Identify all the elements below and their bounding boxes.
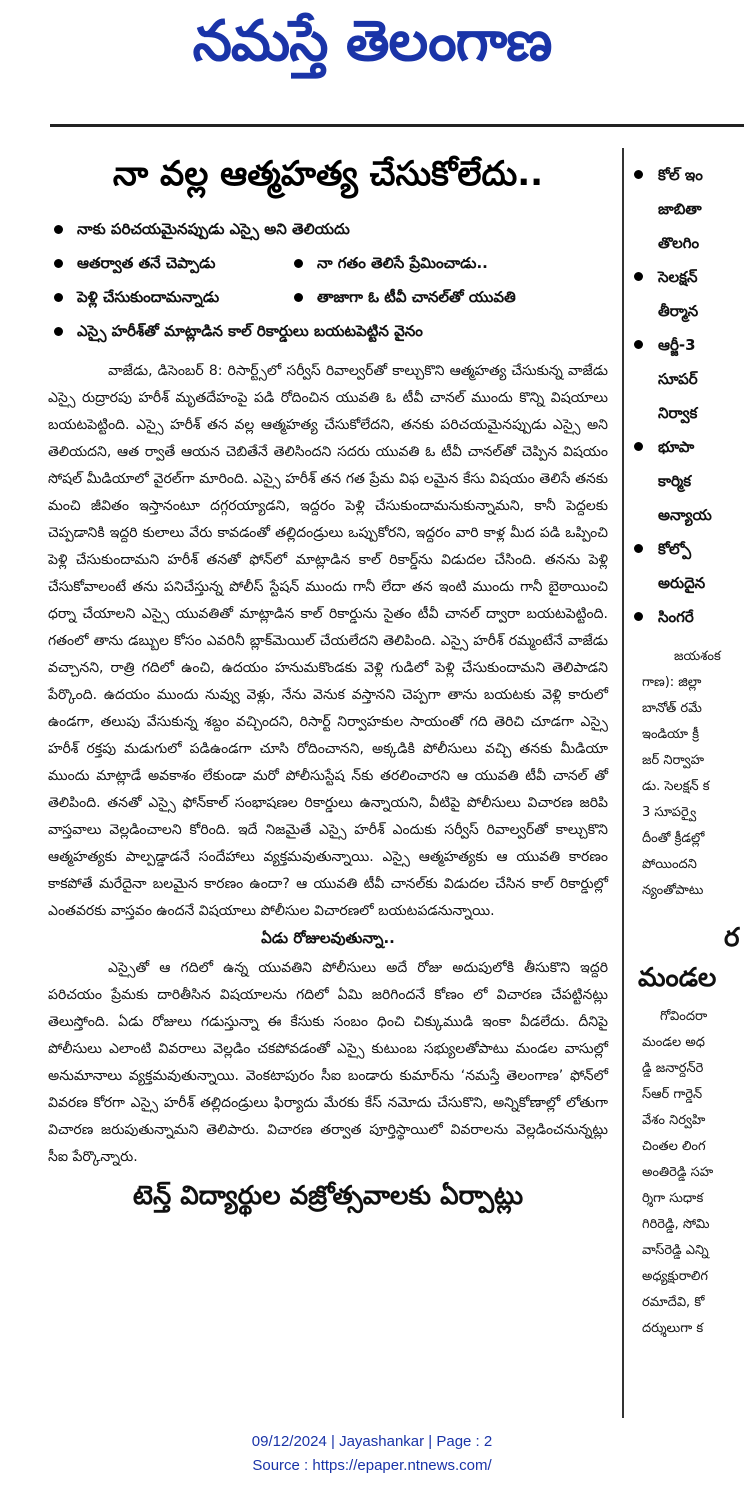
bullet-item: నా గతం తెలిసే ప్రేమించాడు.. [288,246,488,280]
side-headline-part: మండల [638,963,717,993]
bullet-item: ఆతర్వాత తనే చెప్పాడు [48,246,288,280]
bullet-item: పెళ్లి చేసుకుందామన్నాడు [48,280,288,314]
bullet-dot-icon [54,225,63,234]
side-bullet-continuation: అరుదైన [658,574,706,592]
bullet-dot-icon [634,544,643,553]
side-article-text: గోవిందరా మండల అధ డ్డి జనార్దన్‌రె స్‌ఆర్ గార్డెన్ వేశం నిర్వహి చింతల లింగ అంతిరెడ్డి సహ ర్శిగా సుధాక గిరిరెడ్డి, సోమి వాస్‌రెడ్డి ఎన్ని అధ్యక్షురాలిగ రమాదేవి, కో దర్శులుగా క [642,1009,714,1336]
bullet-item: నాకు పరిచయమైనప్పుడు ఎస్సై అని తెలియదు [48,212,350,246]
masthead [0,0,744,100]
bullet-dot-icon [294,293,303,302]
side-bullet-continuation: తీర్మాన [658,302,699,320]
column-divider [622,148,624,1418]
side-bullet-continuation: నిర్వాక [658,404,698,422]
article-headline: నా వల్ల ఆత్మహత్య చేసుకోలేదు.. [112,154,544,194]
header-rule [50,124,744,127]
side-bullet-item: ఆర్జీ-3 [634,328,744,362]
article-body-paragraph: ఎస్సైతో ఆ గదిలో ఉన్న యువతిని పోలీసులు అదే రోజు అదుపులోకి తీసుకొని ఇద్దరి పరిచయం ప్రేమకు దారితీసిన విషయాలను గదిలో ఏమి జరిగిందనే కోణం లో విచారణ చేపట్టినట్లు తెలుస్తోంది. ఏడు రోజులు గడుస్తున్నా ఈ కేసుకు సంబం ధించి చిక్కుముడి ఇంకా వీడలేదు. దీనిపై పోలీసులు ఎలాంటి వివరాలు వెల్లడిం చకపోవడంతో ఎస్సై కుటుంబ సభ్యులతోపాటు మండల వాసుల్లో అనుమానాలు వ్యక్తమవుతున్నాయి. వెంకటాపురం సీఐ బండారు కుమార్‌ను ‘నమస్తే తెలంగాణ’ ఫోన్‌లో వివరణ కోరగా ఎస్సై హరీశ్ తల్లిదండ్రులు ఫిర్యాదు మేరకు కేస్ నమోదు చేసుకొని, అన్నికోణాల్లో లోతుగా విచారణ జరుపుతున్నామని తెలిపారు. విచారణ తర్వాత పూర్తిస్థాయిలో వివరాలను వెల్లడించనున్నట్లు సీఐ పేర్కొన్నారు. [48,960,608,1165]
bullet-dot-icon [634,272,643,281]
side-bullet-continuation: కార్మిక [658,472,692,490]
side-bullet-item: కోల్ ఇం [634,158,744,192]
side-bullet-item: సింగరే [634,600,744,634]
bullet-row [48,314,608,348]
side-column [634,158,744,1342]
bullet-item: ఎస్సై హరీశ్‌తో మాట్లాడిన కాల్ రికార్డులు బయటపెట్టిన వైనం [48,314,423,348]
footer-edition-info: 09/12/2024 | Jayashankar | Page : 2 [251,1433,493,1450]
newspaper-logo: నమస్తే తెలంగాణ [192,8,552,74]
side-bullet-item: సెలక్షన్ [634,260,744,294]
article-subheading: ఏడు రోజులవుతున్నా.. [261,929,395,947]
bullet-dot-icon [54,293,63,302]
side-headline-part: ర [724,923,740,953]
page-footer [0,1430,744,1478]
bullet-dot-icon [634,340,643,349]
side-bullet-continuation: అన్యాయ [658,506,712,524]
bullet-row [48,280,608,314]
bullet-dot-icon [54,327,63,336]
side-bullet-continuation: జాబితా [658,200,702,218]
bullet-dot-icon [634,612,643,621]
side-bullet-list [634,158,744,634]
side-bullet-item: భూపా [634,430,744,464]
side-bullet-item: కోల్పో [634,532,744,566]
side-bullet-continuation: సూపర్ [658,370,698,388]
side-article-text: జయశంక గాణ): జిల్లా బానోత్ రమే ఇండియా క్రీ జర్ నిర్వాహ డు. సెలక్షన్ క 3 సూపర్వై దీంతో క్రీడల్లో పోయిందని న్యంతోపాటు [642,649,721,898]
footer-source-link[interactable]: Source : https://epaper.ntnews.com/ [252,1457,492,1474]
article-body-paragraph: వాజేడు, డిసెంబర్ 8: రిసార్ట్స్‌లో సర్వీస్ రివాల్వర్‌తో కాల్చుకొని ఆత్మహత్య చేసుకున్న వాజేడు ఎస్సై రుద్రారపు హరీశ్ మృతదేహంపై పడి రోదించిన యువతి ఓ టీవీ చానల్ ముందు కొన్ని విషయాలు బయటపెట్టింది. ఎస్సై హరీశ్ తన వల్ల ఆత్మహత్య చేసుకోలేదని, తనకు పరిచయమైనప్పుడు ఎస్సై అని తెలియదని, ఆత ర్వాతే ఆయన చెబితేనే తెలిసిందని సదరు యువతి ఓ టీవీ చానల్‌తో చెప్పిన విషయం సోషల్ మీడియాలో వైరల్‌గా మారింది. ఎస్సై హరీశ్ తన గత ప్రేమ విఫ లమైన కేసు విషయం తెలిసే తనకు మంచి జీవితం ఇస్తానంటూ దగ్గరయ్యాడని, ఇద్దరం పెళ్లి చేసుకుందామనుకున్నామని, కానీ పెద్దలకు చెప్పడానికి ఇద్దరి కులాలు వేరు కావడంతో తల్లిదండ్రులు ఒప్పుకోరని, ఇద్దరం వారి కాళ్ల మీద పడి ఒప్పించి పెళ్లి చేసుకుందామని హరీశ్ తనతో ఫోన్‌లో మాట్లాడిన కాల్ రికార్డ్‌ను విడుదల చేసింది. తనను పెళ్లి చేసుకోవాలంటే తను పనిచేస్తున్న పోలీస్ స్టేషన్ ముందు గానీ లేదా తన ఇంటి ముందు గానీ బైఠాయించి ధర్నా చేయాలని ఎస్సై యువతితో మాట్లాడిన కాల్ రికార్డును సైతం టీవీ చానల్ ద్వారా బయటపెట్టింది. గతంలో తాను డబ్బుల కోసం ఎవరినీ బ్లాక్‌మెయిల్ చేయలేదని తెలిపింది. ఎస్సై హరీశ్ రమ్మంటేనే వాజేడు వచ్చానని, రాత్రి గదిలో ఉంచి, ఉదయం హనుమకొండకు వెళ్లి గుడిలో పెళ్లి చేసుకుందామని తెలిపాడని పేర్కొంది. ఉదయం ముందు నువ్వు వెళ్లు, నేను వెనుక వస్తానని చెప్పగా తాను బయటకు వెళ్లి కారులో ఉండగా, తలుపు వేసుకున్న శబ్దం వచ్చిందని, రిసార్ట్ నిర్వాహకుల సాయంతో గది తెరిచి చూడగా ఎస్సై హరీశ్ రక్తపు మడుగులో పడిఉండగా చూసి రోదించానని, అక్కడికి పోలీసులు వచ్చి తనకు మీడియా ముందు మాట్లాడే అవకాశం లేకుండా మరో పోలీసుస్టేష న్‌కు తరలించారని ఆ యువతి టీవీ చానల్ తో తెలిపింది. తనతో ఎస్సై ఫోన్‌కాల్ సంభాషణల రికార్డులు ఉన్నాయని, వీటిపై పోలీసులు విచారణ జరిపి వాస్తవాలు వెల్లడించాలని కోరింది. ఇదే నిజమైతే ఎస్సై హరీశ్ ఎందుకు సర్వీస్ రివాల్వర్‌తో కాల్చుకొని ఆత్మహత్యకు పాల్పడ్డాడనే సందేహాలు వ్యక్తమవుతున్నాయి. ఎస్సై ఆత్మహత్యకు ఆ యువతి కారణం కాకపోతే మరేదైనా బలమైన కారణం ఉందా? ఆ యువతి టీవీ చానల్‌కు విడుదల చేసిన కాల్ రికార్డుల్లో ఎంతవరకు వాస్తవం ఉందనే విషయాలు పోలీసుల విచారణలో బయటపడనున్నాయి. [48,363,608,919]
bullet-row [48,246,608,280]
bullet-item: తాజాగా ఓ టీవీ చానల్‌తో యువతి [288,280,516,314]
bullet-dot-icon [294,259,303,268]
main-article [48,150,608,1217]
bullet-row [48,212,608,246]
next-article-headline: టెన్త్ విద్యార్థుల వజ్రోత్సవాలకు ఏర్పాట్లు [132,1181,524,1211]
bullet-dot-icon [634,442,643,451]
bullet-dot-icon [634,170,643,179]
bullet-dot-icon [54,259,63,268]
side-bullet-continuation: తొలగిం [658,234,700,252]
